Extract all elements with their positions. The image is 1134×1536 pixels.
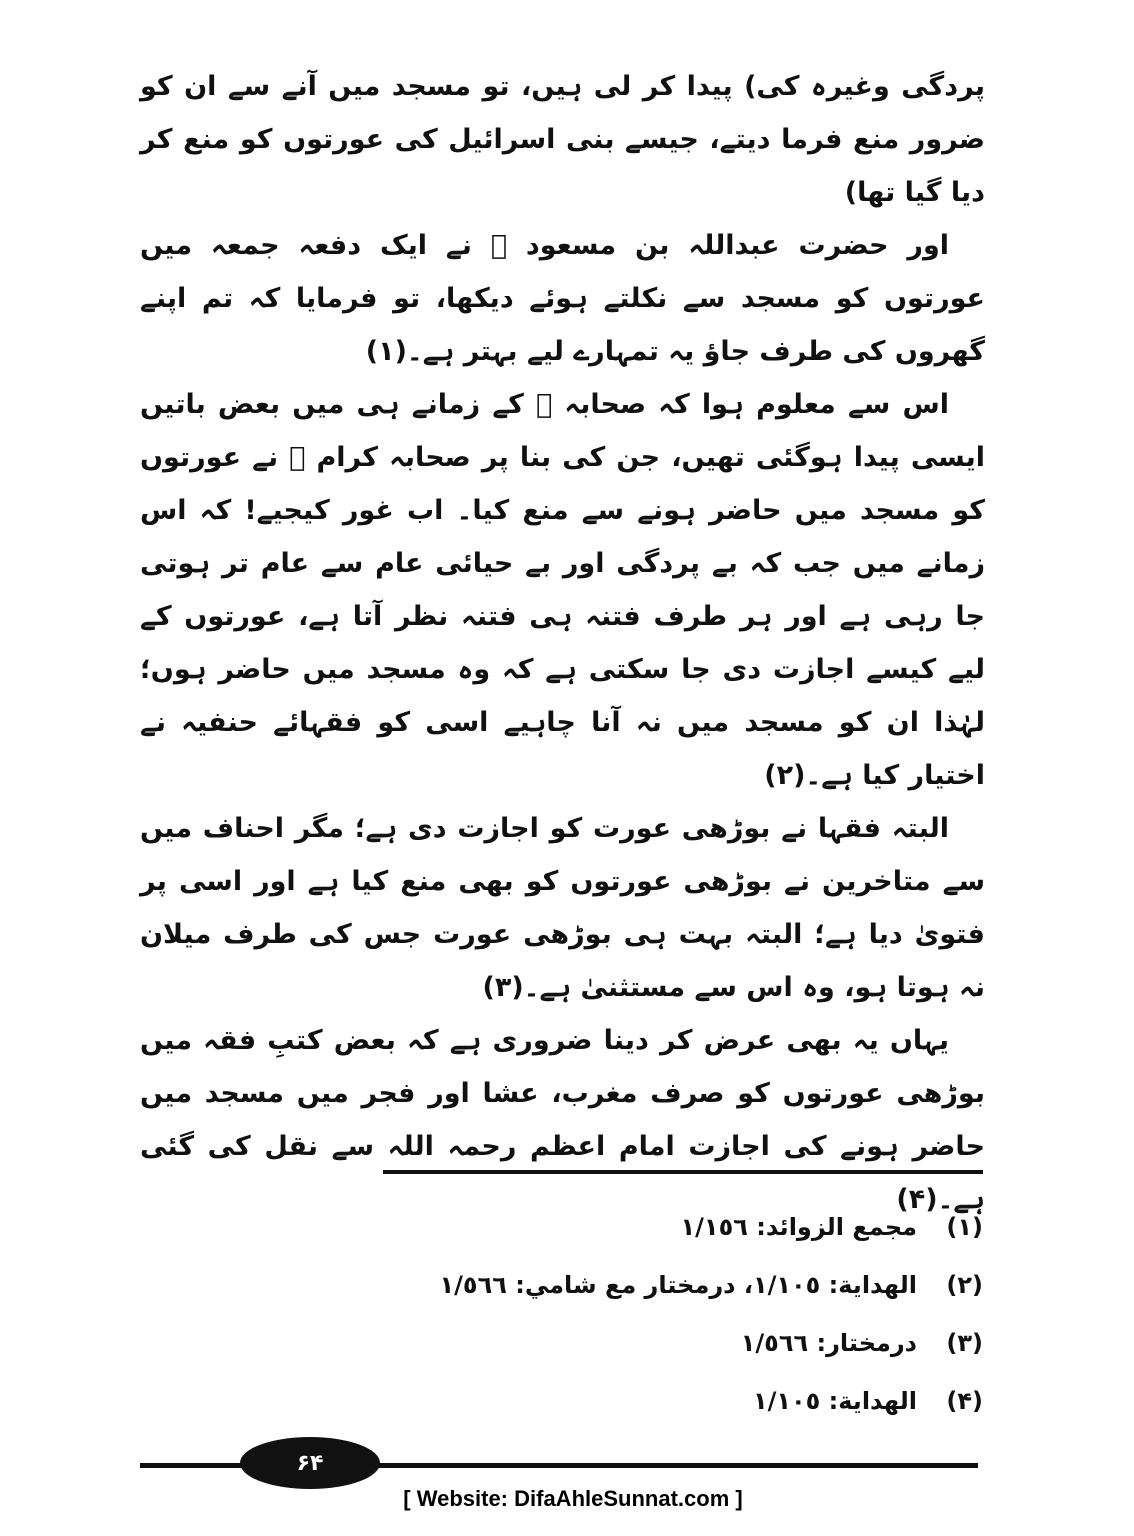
paragraph-5: یہاں یہ بھی عرض کر دینا ضروری ہے کہ بعض کتبِ فقہ میں بوڑھی عورتوں کو صرف مغرب، عشا اور فجر میں مسجد میں حاضر ہونے کی اجازت امام اعظم رحمہ اللہ سے نقل کی گئی ہے۔(۴) (140, 1025, 985, 1215)
main-text (140, 60, 985, 1226)
footnote-3 (383, 1314, 983, 1372)
paragraph-4: البتہ فقہا نے بوڑھی عورت کو اجازت دی ہے؛ مگر احناف میں سے متاخرین نے بوڑھی عورتوں کو بھی منع کیا ہے اور اسی پر فتویٰ دیا ہے؛ البتہ بہت ہی بوڑھی عورت جس کی طرف میلان نہ ہوتا ہو، وہ اس سے مستثنیٰ ہے۔(۳) (140, 813, 985, 1003)
footnote-text: مجمع الزوائد: ١/١٥٦ (680, 1213, 917, 1241)
footnote-4 (383, 1372, 983, 1430)
footnote-text: الهداية: ١/١٠٥ (752, 1387, 917, 1415)
footnote-number: (۲) (946, 1271, 983, 1299)
footnote-number: (۴) (946, 1387, 983, 1415)
paragraph-2: اور حضرت عبداللہ بن مسعود ﷛ نے ایک دفعہ جمعہ میں عورتوں کو مسجد سے نکلتے ہوئے دیکھا، تو فرمایا کہ تم اپنے گھروں کی طرف جاؤ یہ تمہارے لیے بہتر ہے۔(۱) (140, 230, 985, 367)
footnote-divider (383, 1170, 983, 1174)
page-number: ۶۴ (296, 1450, 324, 1476)
footnote-text: الهداية: ١/١٠٥، درمختار مع شامي: ١/٥٦٦ (439, 1271, 917, 1299)
footnote-number: (۳) (946, 1329, 983, 1357)
paragraph-1: پردگی وغیرہ کی) پیدا کر لی ہیں، تو مسجد میں آنے سے ان کو ضرور منع فرما دیتے، جیسے بنی اسرائیل کی عورتوں کو منع کر دیا گیا تھا) (140, 71, 985, 208)
footnote-number: (۱) (946, 1213, 983, 1241)
footnote-text: درمختار: ١/٥٦٦ (740, 1329, 917, 1357)
footnote-2 (383, 1256, 983, 1314)
website-link[interactable]: [ Website: DifaAhleSunnat.com ] (403, 1486, 743, 1511)
footnotes (383, 1198, 983, 1430)
page-number-badge (240, 1437, 380, 1489)
paragraph-3: اس سے معلوم ہوا کہ صحابہ ﷢ کے زمانے ہی میں بعض باتیں ایسی پیدا ہوگئی تھیں، جن کی بنا پر صحابہ کرام ﷢ نے عورتوں کو مسجد میں حاضر ہونے سے منع کیا۔ اب غور کیجیے! کہ اس زمانے میں جب کہ بے پردگی اور بے حیائی عام سے عام تر ہوتی جا رہی ہے اور ہر طرف فتنہ ہی فتنہ نظر آتا ہے، عورتوں کے لیے کیسے اجازت دی جا سکتی ہے کہ وہ مسجد میں حاضر ہوں؛ لہٰذا ان کو مسجد میں نہ آنا چاہیے اسی کو فقہائے حنفیہ نے اختیار کیا ہے۔(۲) (140, 389, 985, 791)
footnote-1 (383, 1198, 983, 1256)
